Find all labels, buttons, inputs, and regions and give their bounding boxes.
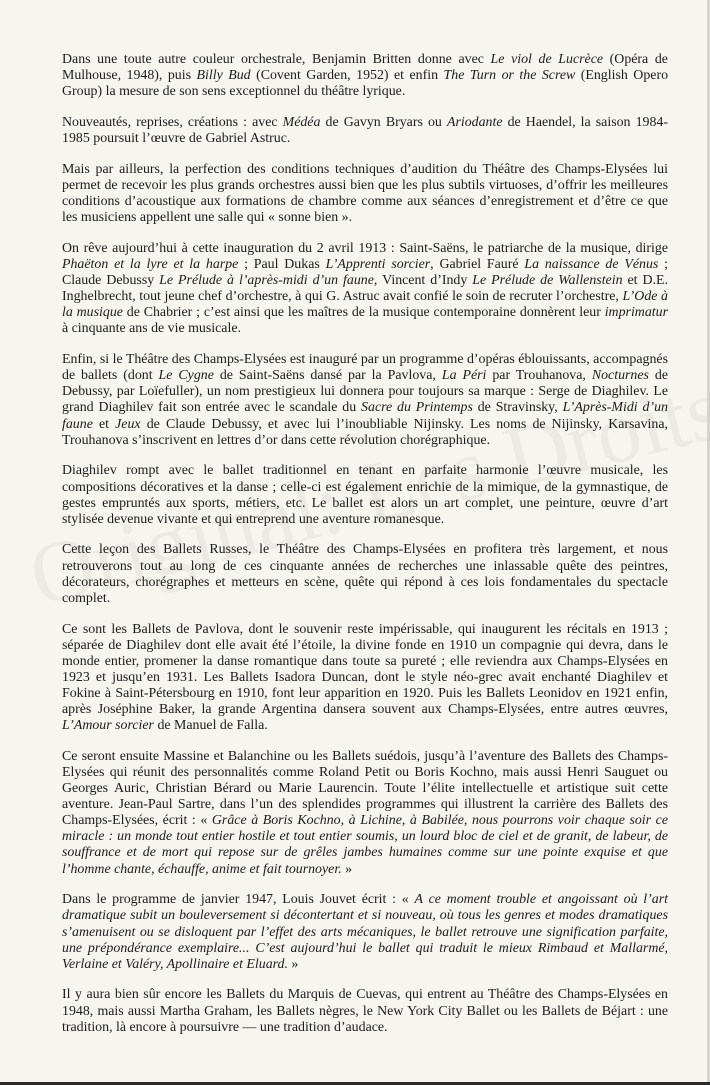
italic-text-run: L’Après-Midi d’un faune: [62, 400, 668, 432]
text-run: »: [341, 861, 353, 877]
italic-text-run: Ariodante: [446, 114, 503, 130]
text-run: »: [287, 956, 299, 972]
text-run: de Chabrier ; c’est ainsi que les maîtres de la musique contemporaine donnèrent leur: [122, 305, 605, 321]
text-run: , Vincent d’Indy: [373, 273, 473, 289]
italic-text-run: Le Cygne: [158, 368, 214, 384]
para-cuevas: [62, 987, 668, 1035]
para-nouveautes: [62, 115, 668, 147]
text-run: , Gabriel Fauré: [430, 257, 525, 272]
italic-text-run: Le viol de Lucrèce: [490, 52, 604, 67]
para-massine: [62, 749, 668, 878]
italic-text-run: La naissance de Vénus: [524, 257, 659, 272]
para-conditions: [62, 162, 668, 226]
text-run: et D.E. Inghelbrecht, tout jeune chef d’orchestre, à qui G. Astruc avait confié le soin de recruter l’orchestre,: [62, 273, 668, 305]
text-run: (Covent Garden, 1952) et enfin: [250, 68, 444, 84]
italic-text-run: Grâce à Boris Kochno, à Lichine, à Babilée, nous pourrons voir chaque soir ce miracle : un monde tout entier hostile et tout entier soumis, un lourd bloc de ciel et de granit, de labeur, de souffrance et de mort qui repose sur de grêles jambes humaines comme sur une pointe exquise et que l’homme chante, échauffe, anime et fait tournoyer.: [62, 813, 668, 877]
text-run: de Stravinsky,: [472, 400, 563, 416]
para-pavlova: [62, 622, 668, 735]
italic-text-run: Le Prélude à l’après-midi d’un faune: [159, 273, 374, 289]
text-run: de Saint-Saëns dansé par la Pavlova,: [213, 368, 442, 384]
para-lecon: [62, 542, 668, 606]
text-run: Nouveautés, reprises, créations : avec: [62, 114, 283, 130]
para-britten: [62, 52, 668, 100]
text-run: et: [92, 416, 116, 432]
italic-text-run: Sacre du Printemps: [361, 400, 473, 416]
para-inauguration: [62, 241, 668, 338]
text-run: de Haendel, la saison 1984-1985 poursuit l’œuvre de Gabriel Astruc.: [62, 114, 668, 147]
italic-text-run: A ce moment trouble et angoissant où l’art dramatique subit un bouleversement si décontertant et si nouveau, où tous les genres et modes dramatiques s’amenuisent ou se disloquent par l’effet des arts mécaniques, le ballet retrouve une signification parfaite, une prépondérance exemplaire... C’est aujourd’hui le ballet qui traduit le mieux Rimbaud et Mallarmé, Verlaine et Valéry, Apollinaire et Eluard.: [62, 892, 668, 972]
text-run: Cette leçon des Ballets Russes, le Théâtre des Champs-Elysées en profitera très largement, et nous retrouverons tout au long de ces cinquante années de recherches une inlassable quête des peintres, décorateurs, chorégraphes et metteurs en scène, quête qui répond à ces lois fondamentales du spectacle complet.: [62, 542, 668, 606]
text-run: Ce seront ensuite Massine et Balanchine ou les Ballets suédois, jusqu’à l’aventure des Ballets des Champs-Elysées qui réunit des personnalités comme Roland Petit ou Boris Kochno, mais aussi Henri Sauguet ou Georges Auric, Christian Bérard ou Marie Laurencin. Toute l’élite intellectuelle et artistique suit cette aventure. Jean-Paul Sartre, dans l’un des splendides programmes qui illustrent la carrière des Ballets des Champs-Elysées, écrit : «: [62, 748, 668, 829]
text-run: On rêve aujourd’hui à cette inauguration du 2 avril 1913 : Saint-Saëns, le patriarche de la musique, dirige: [62, 240, 668, 256]
document-body: [62, 52, 668, 1050]
para-ballets: [62, 352, 668, 449]
italic-text-run: Billy Bud: [196, 68, 251, 84]
text-run: par Trouhanova,: [486, 368, 592, 384]
italic-text-run: L’Amour sorcier: [62, 718, 154, 734]
text-run: à cinquante ans de vie musicale.: [62, 321, 241, 337]
italic-text-run: The Turn or the Screw: [443, 68, 576, 84]
italic-text-run: Médéa: [282, 114, 321, 130]
text-run: de Debussy, par Loïefuller), un nom prestigieux lui donnera pour toujours sa marque : Serge de Diaghilev. Le grand Diaghilev fait son entrée avec le scandale du: [62, 368, 668, 416]
text-run: Diaghilev rompt avec le ballet traditionnel en tenant en parfaite harmonie l’œuvre musicale, les compositions décoratives et la danse ; celle-ci est également enrichie de la mimique, de la gymnastique, de gestes empruntés aux sports, métiers, etc. Le ballet est alors un art complet, une peinture, œuvre d’art stylisée devenue vivante et qui entreprend une aventure romanesque.: [62, 463, 668, 527]
text-run: de Manuel de Falla.: [153, 718, 268, 734]
para-jouvet: [62, 892, 668, 972]
italic-text-run: Phaëton et la lyre et la harpe: [62, 257, 239, 272]
italic-text-run: La Péri: [441, 368, 487, 384]
italic-text-run: Nocturnes: [591, 368, 649, 384]
text-run: ; Claude Debussy: [62, 257, 668, 289]
text-run: (English Opero Group) la mesure de son sens exceptionnel du théâtre lyrique.: [62, 68, 669, 100]
text-run: de Gavyn Bryars ou: [320, 114, 447, 130]
text-run: Enfin, si le Théâtre des Champs-Elysées est inauguré par un programme d’opéras éblouissants, accompagnés de ballets (dont: [62, 352, 668, 384]
text-run: (Opéra de Mulhouse, 1948), puis: [62, 52, 668, 84]
text-run: Mais par ailleurs, la perfection des conditions techniques d’audition du Théâtre des Champs-Elysées lui permet de recevoir les plus grands orchestres aussi bien que les plus subtils virtuoses, d’offrir les meilleures conditions d’acoustique aux formations de chambre comme aux séances d’enregistrement et d’être ce que les musiciens appellent une salle qui « sonne bien ».: [62, 161, 668, 226]
text-run: de Claude Debussy, et avec lui l’inoubliable Nijinsky. Les noms de Nijinsky, Karsavina, Trouhanova s’inscrivent en lettres d’or dans cette révolution chorégraphique.: [62, 416, 668, 448]
para-diaghilev: [62, 463, 668, 527]
italic-text-run: Le Prélude de Wallenstein: [472, 273, 623, 289]
italic-text-run: L’Apprenti sorcier: [325, 257, 431, 272]
text-run: Dans une toute autre couleur orchestrale, Benjamin Britten donne avec: [62, 52, 491, 67]
text-run: Dans le programme de janvier 1947, Louis Jouvet écrit : «: [62, 892, 415, 908]
text-run: Ce sont les Ballets de Pavlova, dont le souvenir reste impérissable, qui inaugurent les récitals en 1913 ; séparée de Diaghilev dont elle avait été l’étoile, la divine fonde en 1910 un compagnie qui devra, dans le monde entier, promener la danse romantique dans toute sa pureté ; elle reviendra aux Champs-Elysées en 1923 et jusqu’en 1931. Les Ballets Isadora Duncan, dont le style néo-grec avait enchanté Diaghilev et Fokine à Saint-Pétersbourg en 1910, font leur apparition en 1920. Puis les Ballets Leonidov en 1921 enfin, après Joséphine Baker, la grande Argentina dansera souvent aux Champs-Elysées, entre autres œuvres,: [62, 621, 668, 717]
italic-text-run: imprimatur: [604, 305, 668, 321]
text-run: ; Paul Dukas: [238, 257, 326, 272]
italic-text-run: Jeux: [115, 416, 141, 432]
text-run: Il y aura bien sûr encore les Ballets du Marquis de Cuevas, qui entrent au Théâtre des Champs-Elysées en 1948, mais aussi Martha Graham, les Ballets nègres, le New York City Ballet ou les Ballets de Béjart : une tradition, là encore à poursuivre — une tradition d’audace.: [62, 987, 668, 1035]
italic-text-run: L’Ode à la musique: [62, 289, 668, 321]
